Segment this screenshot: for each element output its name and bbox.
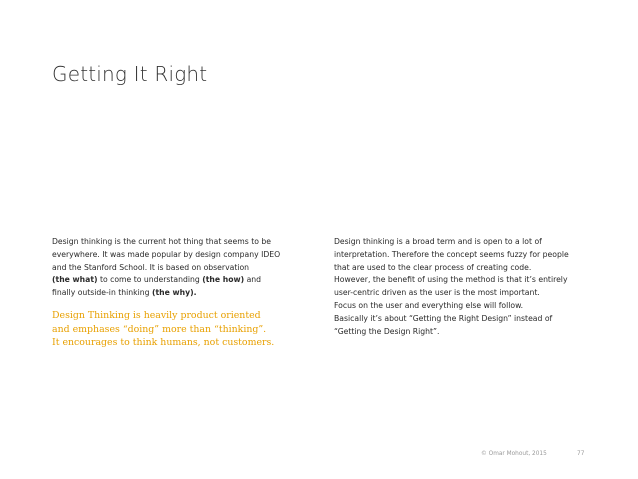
left-line-3: and the Stanford School. It is based on observation: [52, 262, 250, 272]
left-line-2: everywhere. It was made popular by design company IDEO: [52, 249, 281, 259]
right-line-8: “Getting the Design Right”.: [334, 326, 440, 336]
right-line-4: However, the benefit of using the method is that it’s entirely: [334, 275, 568, 285]
the-how-emphasis: (the how): [202, 275, 245, 285]
right-line-1: Design thinking is a broad term and is open to a lot of: [334, 237, 542, 246]
left-line-1: Design thinking is the current hot thing that seems to be: [52, 237, 271, 246]
left-line-4-mid: to come to understanding: [97, 275, 203, 285]
left-line-5: [52, 287, 302, 300]
quote-line-1: Design Thinking is heavily product oriented: [52, 310, 261, 321]
right-line-5: user-centric driven as the user is the most important.: [334, 288, 540, 298]
left-line-4: [52, 274, 302, 287]
highlight-quote: [52, 309, 302, 350]
right-line-3: that are used to the clear process of creating code.: [334, 262, 532, 272]
left-line-5-start: finally outside-in thinking: [52, 288, 152, 298]
right-line-7: Basically it’s about “Getting the Right Design” instead of: [334, 313, 553, 323]
slide-title: Getting It Right: [52, 62, 208, 86]
quote-line-3: It encourages to think humans, not customers.: [52, 337, 275, 348]
the-why-emphasis: (the why).: [151, 288, 197, 298]
right-line-6: Focus on the user and everything else will follow.: [334, 300, 524, 310]
left-line-4-end: and: [244, 275, 262, 285]
right-paragraph: [334, 236, 604, 338]
left-paragraph: [52, 236, 302, 300]
page-number: 77: [577, 451, 585, 457]
the-what-emphasis: (the what): [52, 275, 98, 285]
footer-copyright: © Omar Mohout, 2015: [481, 451, 547, 457]
quote-line-2: and emphases “doing” more than “thinking”.: [52, 323, 267, 335]
right-line-2: interpretation. Therefore the concept seems fuzzy for people: [334, 249, 569, 259]
